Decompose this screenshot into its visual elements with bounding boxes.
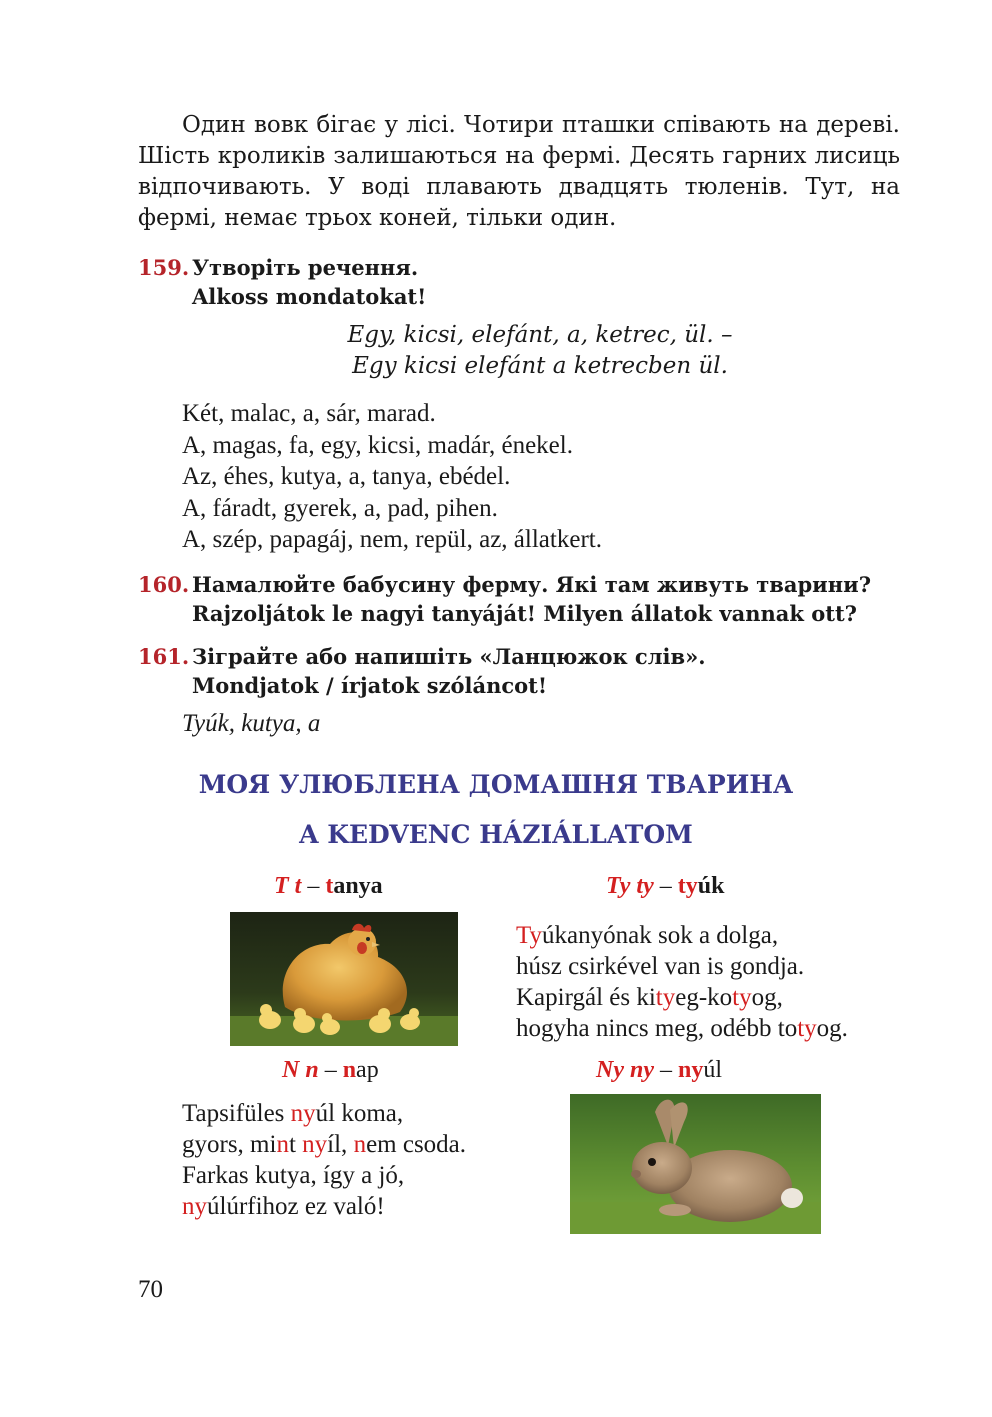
poem-text: íl,	[327, 1131, 354, 1158]
section-heading-hu: A KEDVENC HÁZIÁLLATOM	[299, 820, 693, 849]
poem-text: húsz csirkével van is gondja.	[516, 953, 805, 980]
poem-text: Kapirgál és ki	[516, 984, 656, 1011]
task-instruction-hu: Alkoss mondatokat!	[192, 284, 427, 309]
page-number: 70	[138, 1276, 163, 1303]
poem-nyul	[182, 1098, 466, 1222]
highlighted-letters: ny	[302, 1131, 328, 1158]
rabbit-image	[570, 1094, 821, 1234]
task-instruction-hu: Mondjatok / írjatok szóláncot!	[192, 673, 548, 698]
task-number: 161.	[138, 644, 190, 669]
highlighted-letters: n	[276, 1131, 289, 1158]
letter-heading-ny: Ny ny – nyúl	[596, 1057, 723, 1083]
poem-line	[516, 1013, 848, 1044]
highlighted-letters: ny	[182, 1193, 207, 1220]
poem-text: úkanyónak sok a dolga,	[542, 922, 779, 949]
task-number: 160.	[138, 572, 190, 597]
poem-text: gyors, mi	[182, 1131, 277, 1158]
list-item: Két, malac, a, sár, marad.	[182, 400, 436, 427]
poem-line	[516, 951, 848, 982]
highlighted-letters: Ty	[516, 922, 543, 949]
highlighted-letters: ny	[290, 1100, 316, 1127]
poem-line	[516, 920, 848, 951]
highlighted-letters: ty	[655, 984, 676, 1011]
poem-line	[182, 1191, 466, 1222]
sentence-list	[182, 398, 602, 556]
poem-text: og.	[816, 1015, 848, 1042]
task-number: 159.	[138, 255, 190, 280]
poem-text: úlúrfihoz ez való!	[207, 1193, 385, 1220]
letter-heading-ty: Ty ty – tyúk	[606, 873, 725, 899]
poem-tyuk	[516, 920, 848, 1044]
list-item: A, fáradt, gyerek, a, pad, pihen.	[182, 494, 498, 522]
poem-text: eg-ko	[675, 984, 733, 1011]
rabbit-illustration	[570, 1094, 821, 1234]
poem-text: og,	[751, 984, 783, 1011]
list-item: A, magas, fa, egy, kicsi, madár, énekel.	[182, 431, 573, 459]
hen-illustration	[230, 912, 458, 1046]
letter-heading-t: T t – tanya	[274, 873, 383, 899]
poem-text: t	[288, 1131, 303, 1158]
hen-with-chicks-image	[230, 912, 458, 1046]
poem-lines	[182, 1098, 466, 1222]
poem-text: Farkas kutya, így a jó,	[182, 1162, 405, 1189]
word-chain-start: Tyúk, kutya, a	[182, 710, 321, 737]
highlighted-letters: ty	[797, 1015, 817, 1042]
poem-text: úl koma,	[315, 1100, 404, 1127]
poem-text: Tapsifüles	[182, 1100, 291, 1127]
highlighted-letters: ty	[732, 984, 752, 1011]
poem-lines	[516, 920, 848, 1044]
task-instruction-uk: Зіграйте або напишіть «Ланцюжок слів».	[192, 644, 706, 669]
poem-text: em csoda.	[366, 1131, 467, 1158]
example-block	[240, 320, 840, 382]
list-item: A, szép, papagáj, nem, repül, az, állatkert.	[182, 526, 602, 553]
letter-heading-n: N n – nap	[282, 1057, 379, 1083]
poem-line	[182, 1129, 466, 1160]
task-instruction-uk: Утворіть речення.	[192, 255, 419, 280]
highlighted-letters: n	[353, 1131, 367, 1158]
example-line: Egy, kicsi, elefánt, a, ketrec, ül. –	[347, 322, 733, 348]
poem-text: hogyha nincs meg, odébb to	[516, 1015, 798, 1042]
intro-paragraph: Один вовк бігає у лісі. Чотири пташки співають на дереві. Шість кроликів залишаються на фермі. Десять гарних лисиць відпочивають. У воді плавають двадцять тюленів. Тут, на фермі, немає трьох коней, тільки один.	[138, 112, 900, 231]
example-line: Egy kicsi elefánt a ketrecben ül.	[352, 353, 728, 379]
poem-line	[182, 1160, 466, 1191]
task-instruction-hu: Rajzoljátok le nagyi tanyáját! Milyen állatok vannak ott?	[192, 601, 857, 626]
list-item: Az, éhes, kutya, a, tanya, ebédel.	[182, 463, 511, 490]
poem-line	[182, 1098, 466, 1129]
section-heading-uk: МОЯ УЛЮБЛЕНА ДОМАШНЯ ТВАРИНА	[198, 770, 794, 799]
task-instruction-uk: Намалюйте бабусину ферму. Які там живуть тварини?	[192, 572, 871, 597]
poem-line	[516, 982, 848, 1013]
